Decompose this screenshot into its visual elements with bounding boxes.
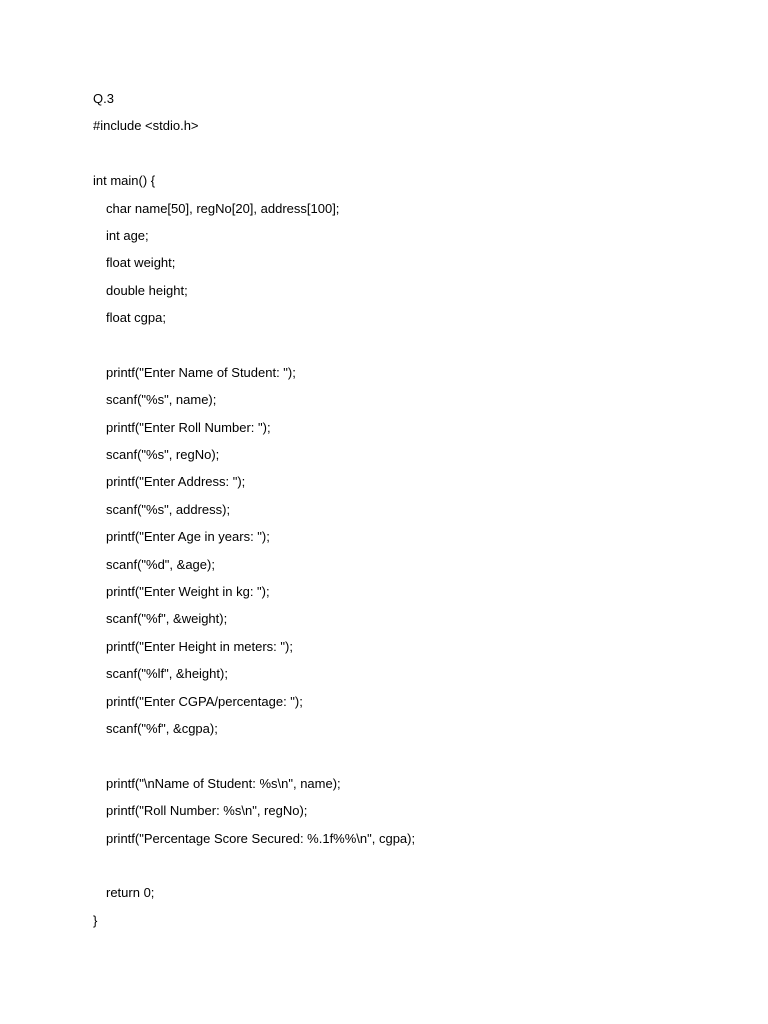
code-line: scanf("%s", name); — [106, 392, 217, 408]
document-body — [93, 85, 713, 934]
code-line: printf("Percentage Score Secured: %.1f%%\n", cgpa); — [106, 830, 416, 846]
code-line: char name[50], regNo[20], address[100]; — [106, 200, 340, 216]
code-line: printf("Enter Address: "); — [106, 474, 246, 490]
code-line: return 0; — [106, 885, 155, 901]
code-line: scanf("%s", regNo); — [106, 447, 220, 463]
code-line: printf("Enter Height in meters: "); — [106, 638, 293, 654]
code-line: float weight; — [106, 255, 176, 271]
code-line: printf("Roll Number: %s\n", regNo); — [106, 803, 308, 819]
code-line: scanf("%s", address); — [106, 501, 231, 517]
code-line: printf("Enter Weight in kg: "); — [106, 584, 270, 600]
code-line: float cgpa; — [106, 310, 166, 326]
code-line: printf("Enter Age in years: "); — [106, 529, 270, 545]
code-block — [93, 112, 713, 934]
code-line: scanf("%d", &age); — [106, 556, 215, 572]
blank-line — [93, 332, 713, 359]
code-line: int main() { — [93, 173, 156, 189]
code-line: printf("\nName of Student: %s\n", name); — [106, 775, 341, 791]
code-line: #include <stdio.h> — [93, 118, 199, 134]
code-line: printf("Enter Roll Number: "); — [106, 419, 271, 435]
question-label: Q.3 — [93, 91, 114, 106]
code-line: int age; — [106, 227, 149, 243]
code-line: double height; — [106, 282, 188, 298]
blank-line — [93, 742, 713, 769]
code-line: } — [93, 912, 98, 928]
code-line: printf("Enter CGPA/percentage: "); — [106, 693, 303, 709]
blank-line — [93, 140, 713, 167]
code-line: scanf("%f", &cgpa); — [106, 720, 218, 736]
code-line: scanf("%f", &weight); — [106, 611, 228, 627]
blank-line — [93, 852, 713, 879]
code-line: scanf("%lf", &height); — [106, 666, 228, 682]
code-line: printf("Enter Name of Student: "); — [106, 364, 296, 380]
